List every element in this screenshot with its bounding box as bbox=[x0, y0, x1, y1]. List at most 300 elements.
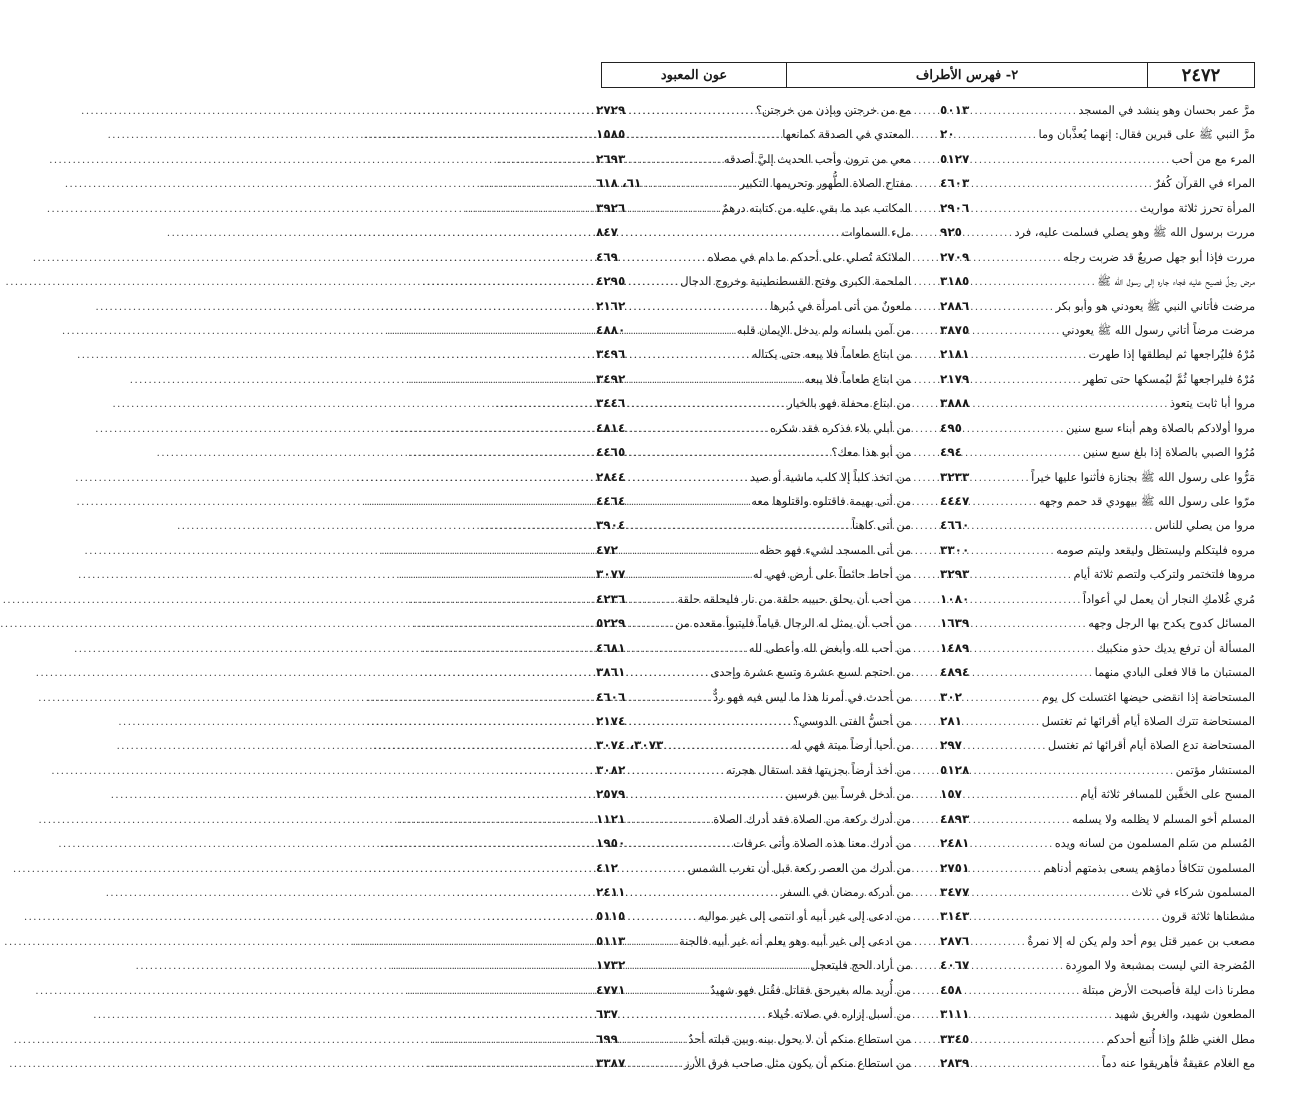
entry-number: ٤٨٩٤ bbox=[940, 665, 970, 680]
entry-number: ٣٩٢٦ bbox=[596, 200, 626, 215]
dot-leader bbox=[625, 711, 793, 735]
entry-text: مرضت مرضاً أتاني رسول الله ﷺ يعودني bbox=[1061, 323, 1255, 337]
entry-number: ٢٩٠٦ bbox=[940, 200, 970, 215]
dot-leader bbox=[625, 124, 782, 148]
dot-leader bbox=[625, 784, 785, 808]
entry-number: ٥٢٢٩ bbox=[596, 616, 626, 631]
entry-text: مروا أولادكم بالصلاة وهم أبناء سبع سنين bbox=[1065, 421, 1255, 435]
dot-leader bbox=[969, 1004, 1114, 1028]
entry-number: ٢٦٩٣ bbox=[596, 151, 626, 166]
entry-number: ٤٩٤ bbox=[940, 445, 962, 460]
index-entry bbox=[940, 367, 1255, 391]
entry-number: ٣١٨٥ bbox=[940, 274, 970, 289]
entry-text: مرَّ عمر بحسان وهو ينشد في المسجد bbox=[1078, 104, 1255, 117]
entry-number: ٢٧٥١ bbox=[940, 860, 970, 875]
index-entry bbox=[596, 98, 911, 122]
entry-text: من أتى كاهناً bbox=[851, 519, 911, 533]
entry-text: من آمن بلسانه ولم يدخل الإيمان قلبه bbox=[736, 323, 911, 337]
entry-number: ٤٤٦٥ bbox=[596, 445, 626, 460]
index-entry bbox=[596, 660, 911, 684]
index-entry bbox=[596, 733, 911, 757]
dot-leader bbox=[625, 589, 677, 613]
entry-text: المُسلم من سَلم المسلمون من لسانه ويده bbox=[1054, 837, 1255, 851]
entry-text: مفتاح الصلاة الطُّهور وتحريمها التكبير bbox=[739, 177, 911, 191]
index-entry bbox=[940, 538, 1255, 562]
dot-leader bbox=[969, 271, 1097, 295]
entry-text: المستبان ما قالا فعلى البادي منهما bbox=[1094, 666, 1255, 680]
index-entry bbox=[596, 440, 911, 464]
index-column-right bbox=[940, 98, 1255, 1076]
dot-leader bbox=[962, 418, 1066, 442]
entry-text: من أدخل فرساً بين فرسين bbox=[785, 788, 911, 802]
entry-text: مررت برسول الله ﷺ وهو يصلي فسلمت عليه، فرد bbox=[1014, 226, 1255, 240]
dot-leader bbox=[625, 760, 726, 784]
entry-number: ٣٣٤٥ bbox=[940, 1031, 970, 1046]
entry-text: المراء في القرآن كُفرٌ bbox=[1154, 177, 1255, 191]
index-entry bbox=[596, 318, 911, 342]
entry-text: مروها فلتختمر ولتركب ولتصم ثلاثة أيام bbox=[1073, 568, 1255, 582]
index-entry bbox=[940, 196, 1255, 220]
index-entry bbox=[596, 342, 911, 366]
entry-number: ٤٢٣٦ bbox=[596, 591, 626, 606]
entry-text: مشطناها ثلاثة قرون bbox=[1161, 910, 1255, 924]
entry-number: ٢٨٤٤ bbox=[596, 469, 626, 484]
entry-text: من أسبل إزاره في صلاته خُيلاء bbox=[767, 1008, 911, 1022]
dot-leader bbox=[969, 393, 1170, 417]
index-entry bbox=[596, 147, 911, 171]
entry-text: المسلم أخو المسلم لا يظلمه ولا يسلمه bbox=[1071, 812, 1255, 826]
dot-leader bbox=[625, 906, 698, 930]
dot-leader bbox=[618, 222, 842, 246]
section-title: ٢- فهرس الأطراف bbox=[786, 63, 1147, 87]
dot-leader bbox=[969, 173, 1154, 197]
entry-text: من أتى بهيمة فاقتلوه واقتلوها معه bbox=[751, 495, 911, 508]
index-entry bbox=[596, 171, 911, 195]
dot-leader bbox=[962, 442, 1083, 466]
entry-text: مروا أبا ثابت يتعوذ bbox=[1169, 397, 1255, 411]
index-entry bbox=[596, 391, 911, 415]
entry-number: ٣٢٩٣ bbox=[940, 567, 970, 582]
entry-number: ٣٢٣٣ bbox=[940, 469, 970, 484]
entry-text: من ادعى إلى غير أبيه أو انتمى إلى غير مواليه bbox=[698, 910, 911, 924]
entry-text: ملء السماوات bbox=[841, 226, 911, 240]
entry-text: المُضرجة التي ليست بمشبعة ولا المورِدة bbox=[1065, 959, 1255, 973]
entry-number: ٥١١٥ bbox=[596, 909, 626, 924]
index-entry bbox=[596, 196, 911, 220]
entry-number: ١٤٨٩ bbox=[940, 640, 970, 655]
dot-leader bbox=[625, 955, 810, 979]
entry-number: ٣٤٩٢ bbox=[596, 371, 626, 386]
entry-number: ٥١٢٨ bbox=[940, 762, 970, 777]
dot-leader bbox=[625, 662, 710, 686]
entry-number: ٣٣٨٧ bbox=[596, 1056, 626, 1071]
entry-number: ٤٤٤٧ bbox=[940, 494, 970, 508]
index-entry bbox=[596, 831, 911, 855]
dot-leader bbox=[969, 906, 1161, 930]
entry-number: ٥١٢٧ bbox=[940, 151, 970, 166]
entry-text: مَرُّوا على رسول الله ﷺ بجنازة فأثنوا عليها خيراً bbox=[1031, 470, 1255, 484]
entry-text: معي من ترون وأحب الحديث إليَّ أصدقه bbox=[723, 152, 911, 166]
entry-number: ١٥٨٥ bbox=[596, 127, 626, 142]
entry-text: من أتى المسجد لشيء فهو حظه bbox=[759, 543, 911, 557]
index-entry bbox=[596, 367, 911, 391]
entry-text: مطل الغني ظلمٌ وإذا أُتبع أحدكم bbox=[1106, 1032, 1255, 1046]
entry-number: ٦٩٩ bbox=[596, 1031, 618, 1046]
entry-number: ٨٤٧ bbox=[596, 225, 618, 240]
dot-leader bbox=[625, 271, 680, 295]
dot-leader bbox=[641, 173, 739, 197]
entry-text: من ادعى إلى غير أبيه وهو يعلم أنه غير أبيه فالجنة bbox=[679, 934, 911, 948]
entry-number: ٢٨٨٦ bbox=[940, 298, 970, 313]
entry-number: ٣٣٠٠ bbox=[940, 542, 970, 557]
dot-leader bbox=[969, 344, 1088, 368]
dot-leader bbox=[969, 662, 1094, 686]
entry-number: ٤٧٢ bbox=[596, 542, 618, 557]
index-entry bbox=[940, 562, 1255, 586]
entry-text: من أخذ أرضاً بجزيتها فقد استقال هجرته bbox=[726, 763, 911, 777]
dot-leader bbox=[625, 442, 831, 466]
entry-number: ٣٤٩٦ bbox=[596, 347, 626, 362]
entry-text: من أحدث في أمرنا هذا ما ليس فيه فهو ردٌّ bbox=[712, 690, 911, 704]
index-entry bbox=[596, 782, 911, 806]
dot-leader bbox=[625, 809, 713, 833]
index-entry bbox=[596, 880, 911, 904]
entry-number: ٩٢٥ bbox=[940, 225, 962, 240]
index-entry bbox=[940, 269, 1255, 293]
dot-leader bbox=[969, 491, 1039, 515]
entry-text: مررت فإذا أبو جهل صريعٌ قد ضربت رجله bbox=[1063, 250, 1255, 264]
entry-number: ٢٨٣٩ bbox=[940, 1056, 970, 1071]
entry-number: ٤٦٩ bbox=[596, 249, 618, 264]
dot-leader bbox=[625, 564, 753, 588]
entry-text: من أحيا أرضاً ميتة فهي له bbox=[791, 739, 911, 753]
entry-number: ٣٠٧٣، ٣٠٧٤ bbox=[596, 738, 664, 753]
entry-number: ٢٤١١ bbox=[596, 885, 626, 899]
entry-text: المكاتب عبد ما بقي عليه من كتابته درهمٌ bbox=[721, 201, 911, 215]
dot-leader bbox=[625, 882, 780, 906]
dot-leader bbox=[962, 687, 1042, 711]
entry-text: من أراد الحج فليتعجل bbox=[810, 959, 911, 973]
index-entry bbox=[940, 489, 1255, 513]
dot-leader bbox=[625, 931, 679, 955]
entry-number: ١٧٣٢ bbox=[596, 958, 626, 973]
entry-text: مروا من يصلي للناس bbox=[1154, 519, 1255, 533]
entry-text: مرض رجلٌ فصيح عليه فجاء جاره إلى رسول الله ﷺ bbox=[1097, 275, 1255, 289]
entry-text: من استطاع منكم أن لا يحول بينه وبين قبلته أحدٌ bbox=[688, 1032, 911, 1046]
index-entry bbox=[596, 489, 911, 513]
entry-number: ٢٥٧٩ bbox=[596, 787, 626, 802]
dot-leader bbox=[969, 100, 1078, 124]
entry-text: مرّوا على رسول الله ﷺ بيهودي قد حمم وجهه bbox=[1038, 495, 1255, 508]
dot-leader bbox=[969, 1053, 1102, 1077]
index-entry bbox=[940, 171, 1255, 195]
index-entry bbox=[940, 122, 1255, 146]
entry-number: ٢٨١ bbox=[940, 713, 962, 728]
entry-text: الملحمة الكبرى وفتح القسطنطينية وخروج الدجال bbox=[680, 275, 911, 289]
dot-leader bbox=[969, 369, 1083, 393]
entry-number: ٣٨٨٨ bbox=[940, 396, 970, 411]
dot-leader bbox=[969, 613, 1088, 637]
entry-number: ٥٠١٣ bbox=[940, 103, 970, 117]
entry-number: ٣٨٦١ bbox=[596, 665, 626, 680]
entry-text: المسلمون تتكافأ دماؤهم يسعى بذمتهم أدناهم bbox=[1043, 861, 1255, 875]
dot-leader bbox=[625, 393, 787, 417]
entry-text: المستحاضة إذا انقضى حيضها اغتسلت كل يوم bbox=[1041, 690, 1255, 704]
index-entry bbox=[596, 538, 911, 562]
index-entry bbox=[940, 856, 1255, 880]
dot-leader bbox=[962, 222, 1015, 246]
dot-leader bbox=[969, 931, 1027, 955]
index-entry bbox=[596, 904, 911, 928]
index-entry bbox=[596, 294, 911, 318]
dot-leader bbox=[969, 198, 1140, 222]
entry-number: ٤٦٠٣ bbox=[940, 176, 970, 191]
index-entry bbox=[940, 391, 1255, 415]
entry-text: الملائكة تُصلي على أحدكم ما دام في مصلاه bbox=[707, 250, 911, 264]
index-entry bbox=[596, 587, 911, 611]
dot-leader bbox=[625, 980, 710, 1004]
entry-text: من أدركه رمضان في السفر bbox=[780, 886, 911, 899]
entry-text: من أُريد ماله بغيرحق فقاتل فقُتل فهو شهيدٌ bbox=[710, 983, 911, 997]
dot-leader bbox=[969, 467, 1031, 491]
entry-number: ٢١٧٤ bbox=[596, 713, 626, 728]
dot-leader bbox=[969, 564, 1073, 588]
dot-leader bbox=[969, 296, 1055, 320]
dot-leader bbox=[969, 760, 1175, 784]
dot-leader bbox=[969, 149, 1171, 173]
entry-number: ٢٤٨١ bbox=[940, 836, 970, 851]
entry-number: ٤٨٨٠ bbox=[596, 322, 626, 337]
entry-text: من اتخذ كلباً إلا كلب ماشية أو صيد bbox=[749, 470, 911, 484]
dot-leader bbox=[969, 1029, 1106, 1053]
page-header bbox=[601, 62, 1255, 88]
entry-number: ٣٠٨٢ bbox=[596, 762, 626, 777]
entry-number: ٣٤٧٧ bbox=[940, 885, 970, 899]
index-entry bbox=[940, 465, 1255, 489]
entry-number: ٤٢٩٥ bbox=[596, 274, 626, 289]
index-entry bbox=[940, 758, 1255, 782]
entry-number: ٤٨١٤ bbox=[596, 420, 626, 435]
entry-text: من أدرك ركعة من الصلاة فقد أدرك الصلاة bbox=[713, 812, 911, 826]
dot-leader bbox=[618, 247, 708, 271]
index-entry bbox=[596, 611, 911, 635]
entry-text: من أحسُّ الفتى الدوسي؟ bbox=[793, 714, 911, 728]
entry-text: مرَّ النبي ﷺ على قبرين فقال: إنهما يُعذَّبان وما bbox=[1038, 128, 1255, 142]
index-entry bbox=[940, 440, 1255, 464]
index-entry bbox=[940, 611, 1255, 635]
dot-leader bbox=[625, 613, 675, 637]
index-entry bbox=[940, 416, 1255, 440]
index-entry bbox=[940, 513, 1255, 537]
index-entry bbox=[940, 685, 1255, 709]
dot-leader bbox=[962, 784, 1080, 808]
entry-number: ٢٨٧٦ bbox=[940, 933, 970, 948]
entry-text: من أحاط حائطاً على أرض فهي له bbox=[752, 568, 911, 582]
entry-number: ٤٠٦٧ bbox=[940, 958, 970, 973]
index-entry bbox=[596, 807, 911, 831]
dot-leader bbox=[969, 247, 1063, 271]
entry-text: مع الغلام عقيقةٌ فأهريقوا عنه دماً bbox=[1101, 1057, 1255, 1071]
index-entry bbox=[596, 685, 911, 709]
entry-number: ٢١٧٩ bbox=[940, 371, 970, 386]
entry-text: من أبلي بلاء فذكره فقد شكره bbox=[769, 421, 911, 435]
dot-leader bbox=[962, 980, 1082, 1004]
index-entry bbox=[596, 562, 911, 586]
entry-number: ٤٦٨١ bbox=[596, 640, 626, 655]
dot-leader bbox=[618, 540, 759, 564]
entry-number: ٣٤٤٦ bbox=[596, 396, 626, 411]
dot-leader bbox=[625, 149, 724, 173]
entry-text: المعتدي في الصدقة كمانعها bbox=[782, 128, 911, 142]
index-entry bbox=[596, 465, 911, 489]
index-entry bbox=[596, 929, 911, 953]
index-entry bbox=[940, 1002, 1255, 1026]
index-entry bbox=[596, 978, 911, 1002]
dot-leader bbox=[969, 320, 1062, 344]
index-entry bbox=[940, 978, 1255, 1002]
entry-number: ٤١٢ bbox=[596, 860, 618, 875]
entry-number: ٣١٤٣ bbox=[940, 909, 970, 924]
index-entry bbox=[596, 953, 911, 977]
index-entry bbox=[940, 904, 1255, 928]
index-entry bbox=[596, 416, 911, 440]
entry-text: من أحب لله وأبغض لله وأعطى لله bbox=[748, 641, 911, 655]
entry-number: ٤٥٨ bbox=[940, 982, 962, 997]
dot-leader bbox=[962, 735, 1048, 759]
index-entry bbox=[940, 1051, 1255, 1075]
dot-leader bbox=[962, 711, 1042, 735]
entry-text: من أحب أن يمثل له الرجال قياماً فليتبوأ مقعده من bbox=[674, 617, 911, 631]
dot-leader bbox=[625, 833, 733, 857]
entry-number: ٣٠٧٧ bbox=[596, 567, 626, 582]
entry-number: ٤٦٦٠ bbox=[940, 518, 970, 533]
entry-number: ٤٧٧١ bbox=[596, 982, 626, 997]
entry-number: ١٠٨٠ bbox=[940, 591, 970, 606]
index-entry bbox=[940, 636, 1255, 660]
entry-text: من أبو هذا معك؟ bbox=[831, 446, 911, 460]
index-entry bbox=[940, 831, 1255, 855]
entry-text: المسلمون شركاء في ثلاث bbox=[1131, 886, 1255, 899]
dot-leader bbox=[955, 124, 1039, 148]
entry-number: ٢١٦٢ bbox=[596, 298, 626, 313]
index-entry bbox=[940, 318, 1255, 342]
entry-number: ١١٢١ bbox=[596, 811, 626, 826]
entry-number: ١٥٧ bbox=[940, 787, 962, 802]
entry-text: المسح على الخفَّين للمسافر ثلاثة أيام bbox=[1080, 788, 1255, 802]
index-entry bbox=[940, 929, 1255, 953]
index-entry bbox=[596, 636, 911, 660]
index-entry bbox=[940, 782, 1255, 806]
index-entry bbox=[596, 513, 911, 537]
dot-leader bbox=[625, 515, 852, 539]
dot-leader bbox=[969, 638, 1096, 662]
entry-text: من أدرك معنا هذه الصلاة وأتى عرفات bbox=[733, 837, 911, 851]
dot-leader bbox=[969, 809, 1072, 833]
entry-number: ٤٦٠٦ bbox=[596, 689, 626, 704]
dot-leader bbox=[625, 638, 749, 662]
dot-leader bbox=[625, 320, 736, 344]
index-entry bbox=[596, 122, 911, 146]
dot-leader bbox=[625, 198, 721, 222]
dot-leader bbox=[625, 296, 770, 320]
index-entry bbox=[596, 269, 911, 293]
index-entry bbox=[596, 1002, 911, 1026]
entry-text: المسائل كدوح يكدح بها الرجل وجهه bbox=[1088, 617, 1255, 631]
entry-text: المستحاضة تدع الصلاة أيام أقرائها ثم تغتسل bbox=[1047, 739, 1255, 753]
index-entry bbox=[940, 1027, 1255, 1051]
dot-leader bbox=[625, 467, 750, 491]
dot-leader bbox=[625, 100, 756, 124]
index-entry bbox=[940, 709, 1255, 733]
entry-text: المطعون شهيد، والغريق شهيد bbox=[1114, 1008, 1255, 1022]
entry-text: من احتجم لسبع عشرة وتسع عشرة وإحدى bbox=[710, 666, 911, 680]
entry-number: ٣١١١ bbox=[940, 1007, 970, 1022]
index-entry bbox=[596, 709, 911, 733]
entry-text: من استطاع منكم أن يكون مثل صاحب فرق الأرز bbox=[683, 1057, 911, 1071]
entry-text: مع من خرجتن وبإذن من خرجتن؟ bbox=[755, 104, 911, 117]
index-entry bbox=[596, 1051, 911, 1075]
entry-number: ٣٩٠٤ bbox=[596, 518, 626, 533]
entry-text: مُرْهُ فليراجعها ثُمَّ ليُمسكها حتى تطهر bbox=[1083, 372, 1255, 386]
index-entry bbox=[940, 587, 1255, 611]
index-entry bbox=[596, 758, 911, 782]
index-column-left bbox=[596, 98, 911, 1076]
entry-number: ٣٨٧٥ bbox=[940, 322, 970, 337]
index-entry bbox=[940, 953, 1255, 977]
index-entry bbox=[940, 342, 1255, 366]
dot-leader bbox=[969, 515, 1154, 539]
dot-leader bbox=[969, 589, 1083, 613]
entry-text: من أدرك من العصر ركعة قبل أن تغرب الشمس bbox=[687, 861, 911, 875]
entry-text: المرء مع من أحب bbox=[1171, 152, 1255, 166]
dot-leader bbox=[625, 687, 713, 711]
dot-leader bbox=[625, 1053, 684, 1077]
entry-text: مرضت فأتاني النبي ﷺ يعودني هو وأبو بكر bbox=[1055, 299, 1255, 313]
dot-leader bbox=[663, 735, 791, 759]
index-entry bbox=[596, 220, 911, 244]
dot-leader bbox=[969, 540, 1056, 564]
dot-leader bbox=[618, 858, 688, 882]
index-entry bbox=[940, 294, 1255, 318]
index-entry bbox=[940, 98, 1255, 122]
entry-number: ٢٧٢٩ bbox=[596, 103, 626, 117]
entry-number: ٥١١٣ bbox=[596, 933, 626, 948]
index-entry bbox=[940, 220, 1255, 244]
entry-number: ٢٧٠٩ bbox=[940, 249, 970, 264]
dot-leader bbox=[625, 418, 770, 442]
entry-text: من ابتاع طعاماً فلا يبعه حتى يكتاله bbox=[751, 348, 911, 362]
entry-number: ٣٠٢ bbox=[940, 689, 962, 704]
dot-leader bbox=[618, 1029, 688, 1053]
entry-number: ٢٠ bbox=[940, 127, 955, 142]
dot-leader bbox=[969, 858, 1043, 882]
book-title: عون المعبود bbox=[660, 67, 728, 83]
index-entry bbox=[940, 245, 1255, 269]
index-entry bbox=[596, 245, 911, 269]
dot-leader bbox=[625, 491, 751, 515]
entry-number: ٦١، ٦١٨ bbox=[596, 176, 642, 191]
entry-text: المرأة تحرز ثلاثة مواريث bbox=[1139, 201, 1255, 215]
index-entry bbox=[940, 147, 1255, 171]
dot-leader bbox=[969, 833, 1054, 857]
dot-leader bbox=[625, 344, 752, 368]
entry-number: ٤٩٥ bbox=[940, 420, 962, 435]
index-entry bbox=[596, 1027, 911, 1051]
entry-text: المستشار مؤتمن bbox=[1175, 763, 1255, 777]
entry-number: ٤٨٩٣ bbox=[940, 811, 970, 826]
entry-number: ٤٤٦٤ bbox=[596, 494, 626, 508]
entry-text: ملعونٌ من أتى امرأة في دُبرها bbox=[770, 299, 911, 313]
